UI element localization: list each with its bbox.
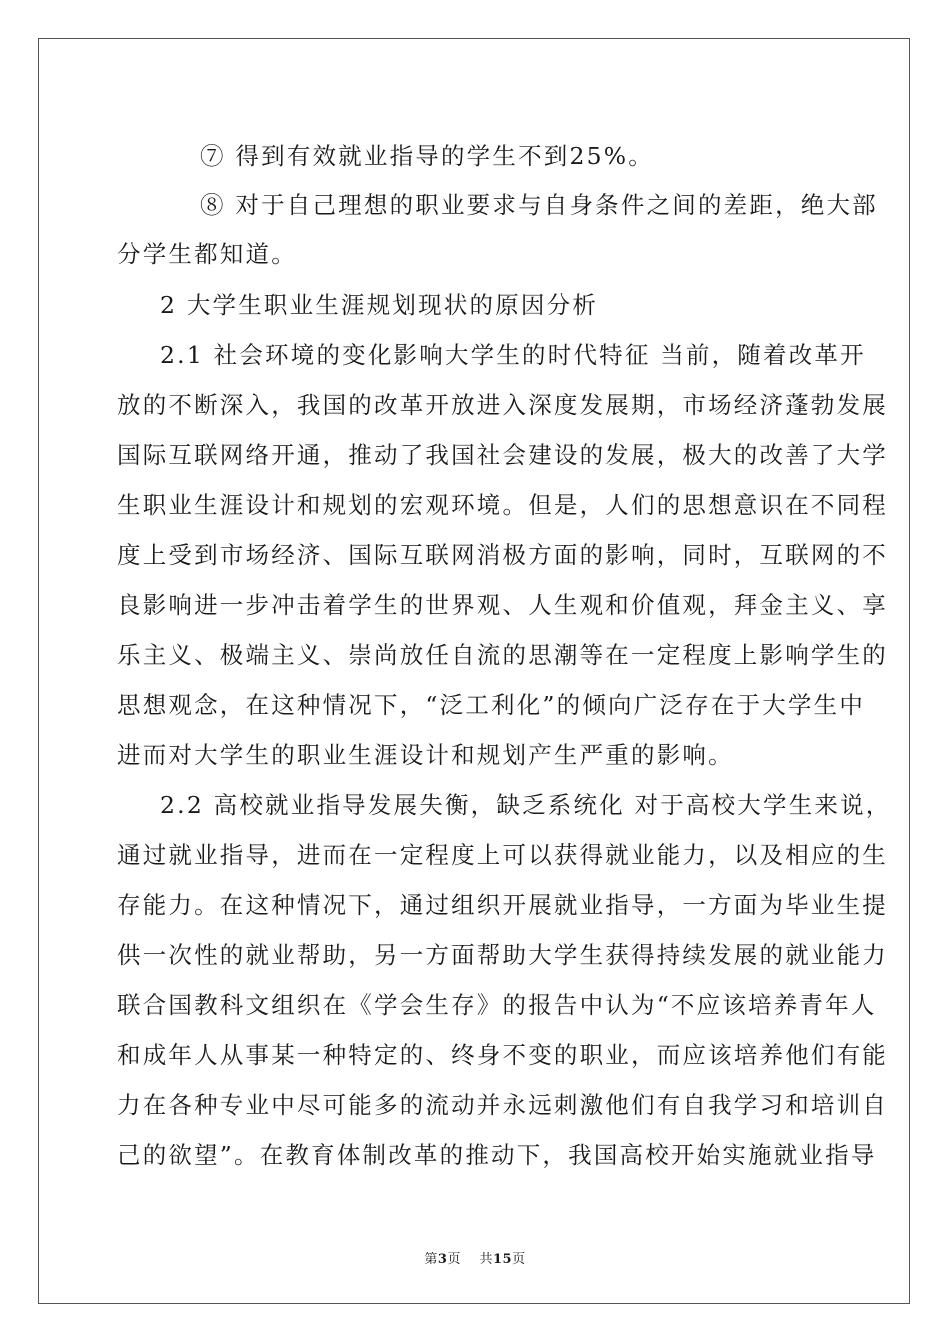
total-suffix: 页 — [512, 1252, 526, 1267]
total-prefix: 共 — [479, 1252, 493, 1267]
text-line: 思想观念，在这种情况下，“泛工利化”的倾向广泛存在于大学生中 — [117, 691, 866, 719]
page-footer — [0, 1248, 950, 1267]
text-line: 力在各种专业中尽可能多的流动并永远刺激他们有自我学习和培训自 — [117, 1091, 888, 1119]
page-number: 3 — [437, 1252, 448, 1267]
text-line: ⑦ 得到有效就业指导的学生不到25%。 — [200, 142, 655, 170]
text-line: 良影响进一步冲击着学生的世界观、人生观和价值观，拜金主义、享 — [117, 591, 888, 619]
total-pages: 15 — [493, 1252, 513, 1267]
text-line: 进而对大学生的职业生涯设计和规划产生严重的影响。 — [117, 741, 734, 769]
text-line: 供一次性的就业帮助，另一方面帮助大学生获得持续发展的就业能力 — [117, 941, 888, 969]
page-prefix: 第 — [424, 1252, 438, 1267]
text-line: ⑧ 对于自己理想的职业要求与自身条件之间的差距，绝大部 — [200, 191, 878, 219]
text-line: 和成年人从事某一种特定的、终身不变的职业，而应该培养他们有能 — [117, 1041, 888, 1069]
text-line: 存能力。在这种情况下，通过组织开展就业指导，一方面为毕业生提 — [117, 891, 888, 919]
section-heading: 2 大学生职业生涯规划现状的原因分析 — [160, 291, 599, 319]
text-line: 放的不断深入，我国的改革开放进入深度发展期，市场经济蓬勃发展 — [117, 391, 888, 419]
text-line: 度上受到市场经济、国际互联网消极方面的影响，同时，互联网的不 — [117, 541, 888, 569]
text-line: 2.1 社会环境的变化影响大学生的时代特征 当前，随着改革开 — [160, 341, 866, 369]
text-line: 通过就业指导，进而在一定程度上可以获得就业能力，以及相应的生 — [117, 841, 888, 869]
text-line: 分学生都知道。 — [117, 240, 297, 268]
text-line: 己的欲望”。在教育体制改革的推动下，我国高校开始实施就业指导 — [117, 1141, 877, 1169]
text-line: 2.2 高校就业指导发展失衡，缺乏系统化 对于高校大学生来说， — [160, 791, 892, 819]
page-suffix: 页 — [447, 1252, 461, 1267]
text-line: 联合国教科文组织在《学会生存》的报告中认为“不应该培养青年人 — [117, 991, 877, 1019]
text-line: 国际互联网络开通，推动了我国社会建设的发展，极大的改善了大学 — [117, 441, 888, 469]
text-line: 生职业生涯设计和规划的宏观环境。但是，人们的思想意识在不同程 — [117, 491, 888, 519]
text-line: 乐主义、极端主义、崇尚放任自流的思潮等在一定程度上影响学生的 — [117, 641, 888, 669]
